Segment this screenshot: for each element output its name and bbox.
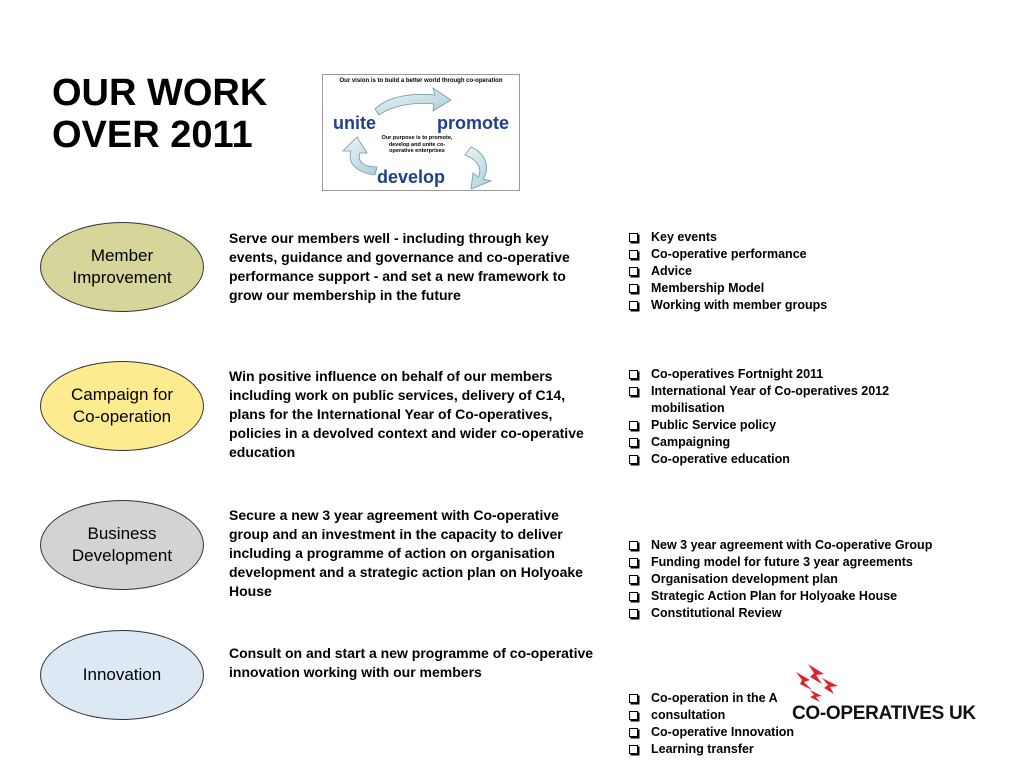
list-item: Co-operative education — [628, 451, 958, 468]
list-item: Co-operation in the A — [628, 690, 958, 707]
bullet-list-campaign-for-co-operation — [628, 366, 958, 468]
purpose-statement: Our purpose is to promote, develop and unite co-operative enterprises — [381, 135, 453, 154]
vision-diagram — [322, 74, 520, 191]
ellipse-member-improvement — [40, 222, 204, 312]
list-item: Membership Model — [628, 280, 958, 297]
list-item: Campaigning — [628, 434, 958, 451]
birds-logo-icon — [788, 660, 968, 706]
list-item: New 3 year agreement with Co-operative Group — [628, 537, 958, 554]
vision-statement: Our vision is to build a better world through co-operation — [339, 78, 503, 84]
ellipse-campaign-for-co-operation — [40, 361, 204, 451]
list-item: Learning transfer — [628, 741, 958, 758]
ellipse-label: Innovation — [82, 665, 162, 684]
ellipse-innovation — [40, 630, 204, 720]
title-line-1: OUR WORK — [52, 72, 268, 114]
vision-word-unite: unite — [333, 113, 376, 133]
list-item: consultation — [628, 707, 958, 724]
ellipse-label: Campaign for Co-operation — [70, 385, 174, 426]
list-item: Funding model for future 3 year agreements — [628, 554, 958, 571]
logo-text: CO-OPERATIVES UK — [792, 703, 976, 724]
list-item: Strategic Action Plan for Holyoake House — [628, 588, 958, 605]
list-item: Working with member groups — [628, 297, 958, 314]
list-item: Co-operatives Fortnight 2011 — [628, 366, 958, 383]
list-item: International Year of Co-operatives 2012 mobilisation — [628, 383, 958, 417]
title-line-2: OVER 2011 — [52, 114, 253, 156]
list-item: Co-operative performance — [628, 246, 958, 263]
description-member-improvement: Serve our members well - including through key events, guidance and governance and co-operative performance support - and set a new framework to grow our membership in the future — [229, 230, 570, 303]
list-item: Constitutional Review — [628, 605, 958, 622]
list-item: Key events — [628, 229, 958, 246]
bullet-list-member-improvement — [628, 229, 958, 314]
list-item: Advice — [628, 263, 958, 280]
bullet-list-business-development — [628, 537, 958, 622]
vision-word-promote: promote — [437, 113, 509, 133]
description-innovation: Consult on and start a new programme of co-operative innovation working with our members — [229, 645, 594, 680]
ellipse-label: Member Improvement — [72, 246, 172, 287]
slide-title — [52, 72, 267, 156]
list-item: Co-operative Innovation — [628, 724, 958, 741]
list-item: Organisation development plan — [628, 571, 958, 588]
co-operatives-uk-logo — [788, 660, 976, 724]
description-business-development: Secure a new 3 year agreement with Co-operative group and an investment in the capacity to deliver including a programme of action on organisation development and a strategic action plan on Holyoake House — [229, 507, 583, 599]
vision-word-develop: develop — [377, 167, 446, 187]
ellipse-business-development — [40, 500, 204, 590]
description-campaign-for-co-operation: Win positive influence on behalf of our members including work on public services, delivery of C14, plans for the International Year of Co-operatives, policies in a devolved context and wider co-operative education — [229, 368, 584, 460]
ellipse-label: Business Development — [71, 524, 173, 565]
list-item: Public Service policy — [628, 417, 958, 434]
